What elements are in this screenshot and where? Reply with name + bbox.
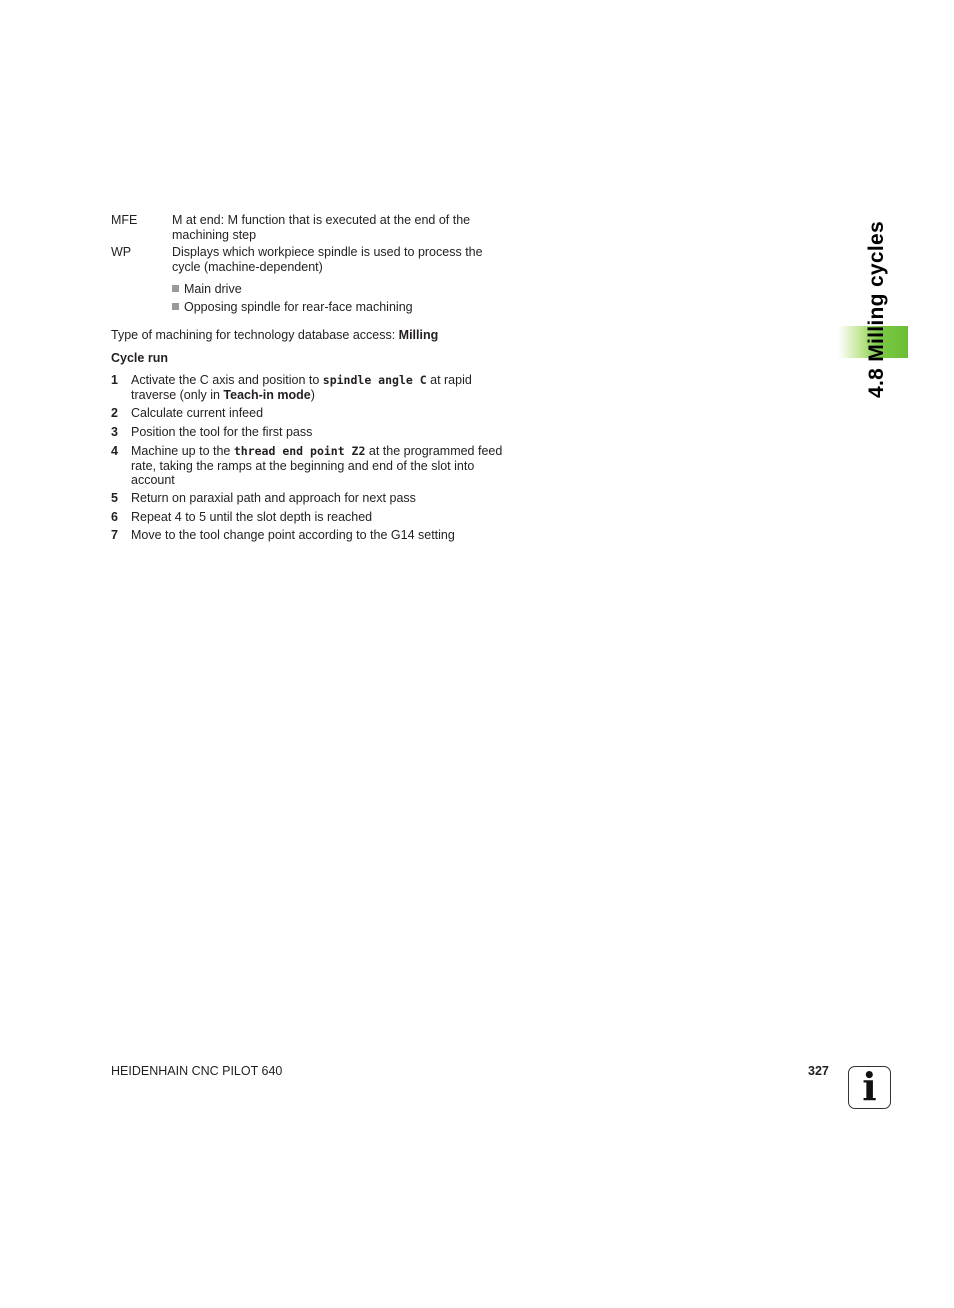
param-desc-mfe: M at end: M function that is executed at the end of the machining step xyxy=(172,213,471,242)
param-key-mfe: MFE xyxy=(111,213,138,227)
step-number: 6 xyxy=(111,510,118,524)
step-text: Repeat 4 to 5 until the slot depth is reached xyxy=(131,510,373,524)
step-number: 7 xyxy=(111,528,118,542)
step-text: Calculate current infeed xyxy=(131,406,264,420)
param-key-wp: WP xyxy=(111,245,132,259)
step-text: Activate the C axis and position to spindle angle C at rapid traverse (only in Teach-in mode) xyxy=(131,373,472,402)
step-text: Position the tool for the first pass xyxy=(131,425,313,439)
tech-db-value: Milling xyxy=(398,328,439,342)
step-number: 1 xyxy=(111,373,118,387)
step-number: 3 xyxy=(111,425,118,439)
square-bullet-icon xyxy=(172,303,179,310)
page-number: 327 xyxy=(808,1064,829,1078)
chapter-title: 4.8 Milling cycles xyxy=(865,221,888,398)
info-icon: i xyxy=(848,1066,891,1109)
footer-product: HEIDENHAIN CNC PILOT 640 xyxy=(111,1064,283,1078)
cycle-run-heading: Cycle run xyxy=(111,351,168,365)
step-text: Machine up to the thread end point Z2 at the programmed feed rate, taking the ramps at the beginning and end of the slot into account xyxy=(131,444,503,487)
softkey-code: spindle angle C xyxy=(322,373,427,387)
tech-db-line: Type of machining for technology database access: Milling xyxy=(111,328,439,342)
step-number: 5 xyxy=(111,491,118,505)
step-text: Return on paraxial path and approach for next pass xyxy=(131,491,416,505)
step-text: Move to the tool change point according to the G14 setting xyxy=(131,528,455,542)
wp-option-opposing-spindle: Opposing spindle for rear-face machining xyxy=(172,300,413,315)
param-desc-wp: Displays which workpiece spindle is used to process the cycle (machine-dependent) xyxy=(172,245,483,274)
step-number: 2 xyxy=(111,406,118,420)
softkey-code: thread end point Z2 xyxy=(233,444,366,458)
wp-option-main-drive: Main drive xyxy=(172,282,242,297)
square-bullet-icon xyxy=(172,285,179,292)
step-number: 4 xyxy=(111,444,118,458)
